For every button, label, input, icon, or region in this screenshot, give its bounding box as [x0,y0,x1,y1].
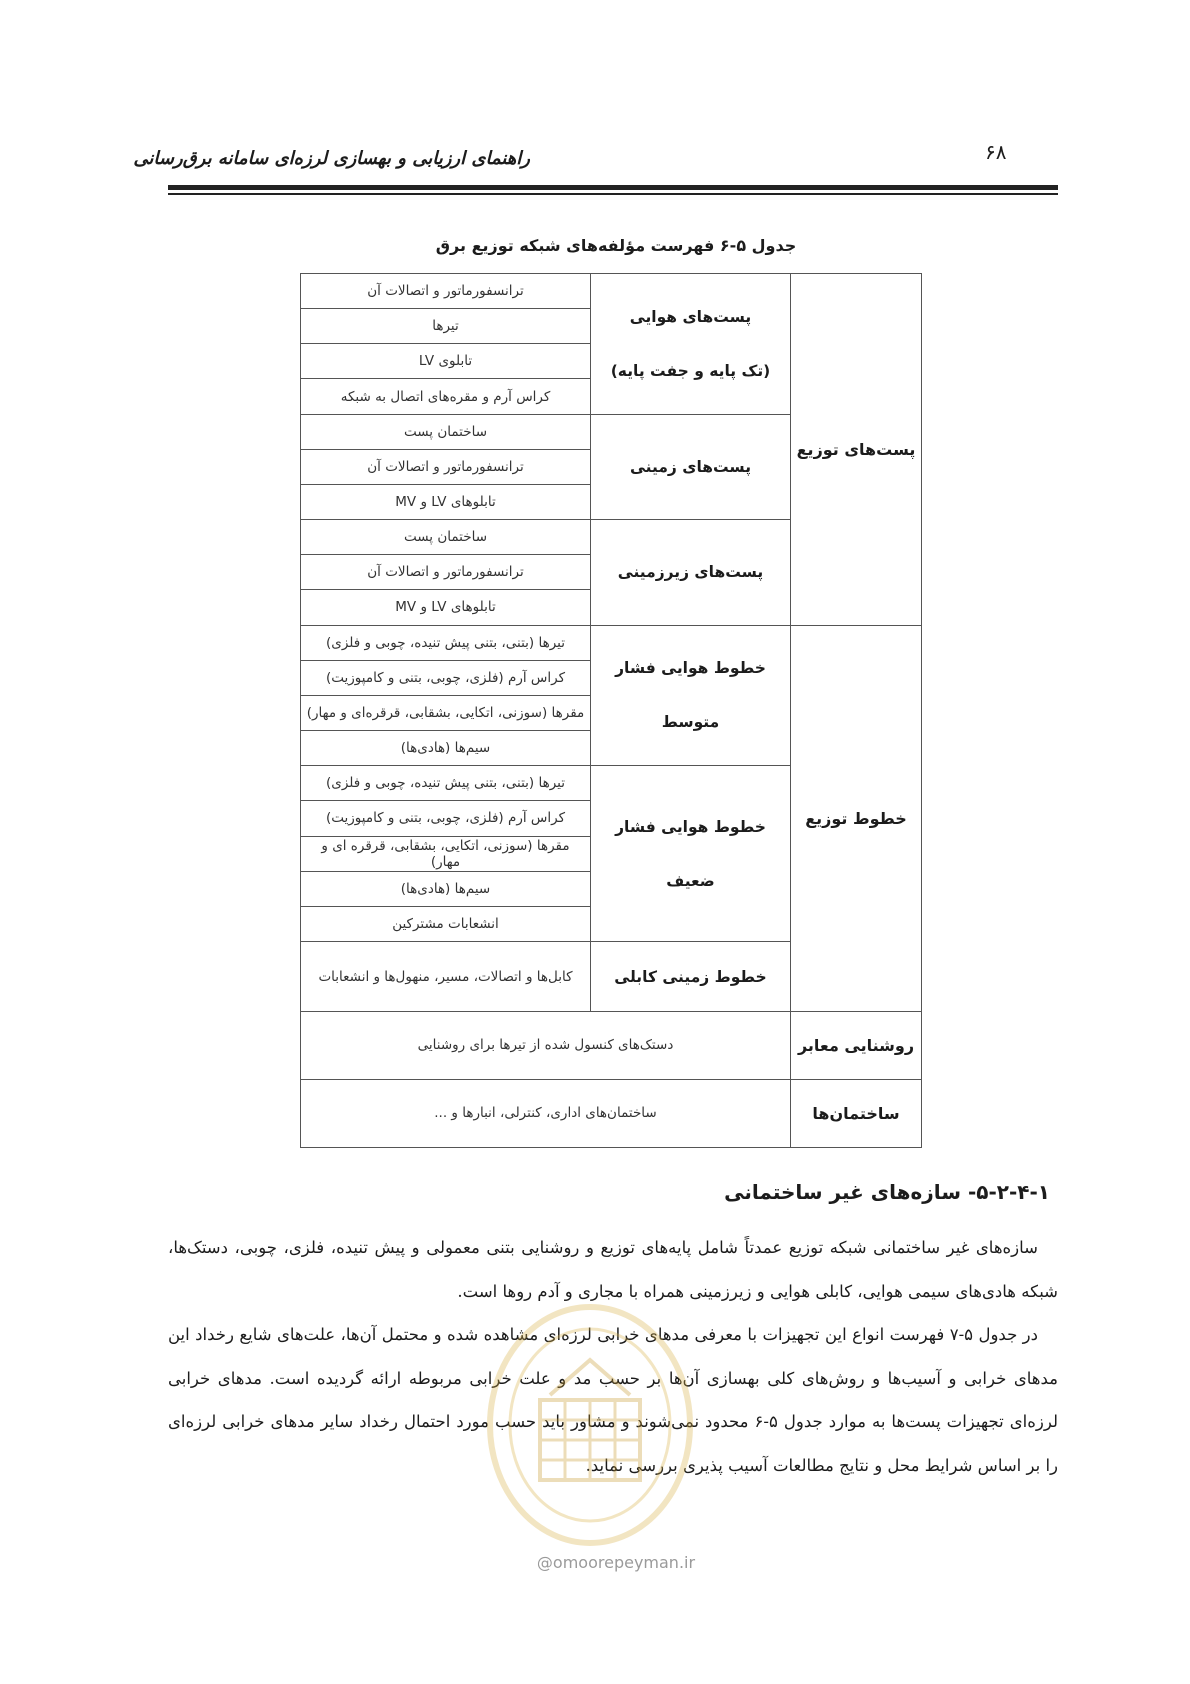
item-cell: تیرها [301,309,591,344]
paragraph: در جدول ۵-۷ فهرست انواع این تجهیزات با معرفی مدهای خرابی لرزه‌ای مشاهده شده و محتمل آن‌ها، علت‌های شایع رخداد این مدهای خرابی و آسیب‌ها و روش‌های کلی بهسازی آن‌ها بر حسب مد و علت خرابی مربوطه ارائه گردیده است. مدهای خرابی لرزه‌ای تجهیزات پست‌ها به موارد جدول ۵-۶ محدود نمی‌شوند و مشاور باید حسب مورد احتمال رخداد سایر مدهای خرابی لرزه‌ای را بر اساس شرایط محل و نتایج مطالعات آسیب پذیری بررسی نماید. [168,1325,1058,1475]
subgroup-ground: پست‌های زمینی [591,414,791,519]
item-cell: کابل‌ها و اتصالات، مسیر، منهول‌ها و انشعابات [301,941,591,1011]
item-cell: کراس آرم (فلزی، چوبی، بتنی و کامپوزیت) [301,660,591,695]
group-substations: پست‌های توزیع [791,274,922,626]
table-row [301,274,922,309]
watermark-site: @omoorepeyman.ir [536,1553,696,1572]
subgroup-overhead-name: پست‌های هوایی [629,307,752,326]
item-cell: تابلوهای LV و MV [301,484,591,519]
subgroup-lv-lines: خطوط هوایی فشار ضعیف [591,766,791,942]
table-row [301,1012,922,1079]
item-cell: تیرها (بتنی، بتنی پیش تنیده، چوبی و فلزی) [301,766,591,801]
item-cell: کراس آرم و مقره‌های اتصال به شبکه [301,379,591,414]
item-cell: مقرها (سوزنی، اتکایی، بشقابی، قرقره ای و مهار) [301,836,591,871]
subgroup-underground: پست‌های زیرزمینی [591,520,791,625]
item-cell: انشعابات مشترکین [301,906,591,941]
item-cell: کراس آرم (فلزی، چوبی، بتنی و کامپوزیت) [301,801,591,836]
item-cell: تیرها (بتنی، بتنی پیش تنیده، چوبی و فلزی) [301,625,591,660]
item-cell: ترانسفورماتور و اتصالات آن [301,555,591,590]
subgroup-cable-lines: خطوط زمینی کابلی [591,941,791,1011]
section-heading: ۵-۲-۴-۱- سازه‌های غیر ساختمانی [724,1180,1050,1204]
group-street-lighting: روشنایی معابر [791,1012,922,1079]
table-row [301,625,922,660]
item-cell: سیم‌ها (هادی‌ها) [301,731,591,766]
subgroup-overhead [591,274,791,415]
table-caption: جدول ۵-۶ فهرست مؤلفه‌های شبکه توزیع برق [435,236,797,255]
header-rule [168,185,1058,190]
item-cell: سیم‌ها (هادی‌ها) [301,871,591,906]
item-cell: ترانسفورماتور و اتصالات آن [301,274,591,309]
item-cell: تابلوی LV [301,344,591,379]
item-cell: تابلوهای LV و MV [301,590,591,625]
item-cell: ساختمان پست [301,414,591,449]
components-table [301,273,922,1148]
item-cell: مقرها (سوزنی، اتکایی، بشقابی، قرقره‌ای و مهار) [301,695,591,730]
item-cell: ساختمان پست [301,520,591,555]
paragraph: سازه‌های غیر ساختمانی شبکه توزیع عمدتاً شامل پایه‌های توزیع و روشنایی بتنی معمولی و پیش تنیده، فلزی، چوبی، دستک‌ها، شبکه هادی‌های سیمی هوایی، کابلی هوایی و زیرزمینی همراه با مجاری و آدم روها است. [168,1238,1058,1301]
running-title: راهنمای ارزیابی و بهسازی لرزه‌ای سامانه برق‌رسانی [133,148,530,169]
group-buildings: ساختمان‌ها [791,1079,922,1147]
table-row [301,1079,922,1147]
item-cell: ساختمان‌های اداری، کنترلی، انبارها و ... [301,1079,791,1147]
subgroup-overhead-type: (تک پایه و جفت پایه) [610,361,771,380]
item-cell: ترانسفورماتور و اتصالات آن [301,449,591,484]
subgroup-mv-lines: خطوط هوایی فشار متوسط [591,625,791,766]
header-rule-thin [168,193,1058,195]
group-lines: خطوط توزیع [791,625,922,1012]
body-text [168,1226,1058,1487]
item-cell: دستک‌های کنسول شده از تیرها برای روشنایی [301,1012,791,1079]
page-number: ۶۸ [985,140,1007,164]
